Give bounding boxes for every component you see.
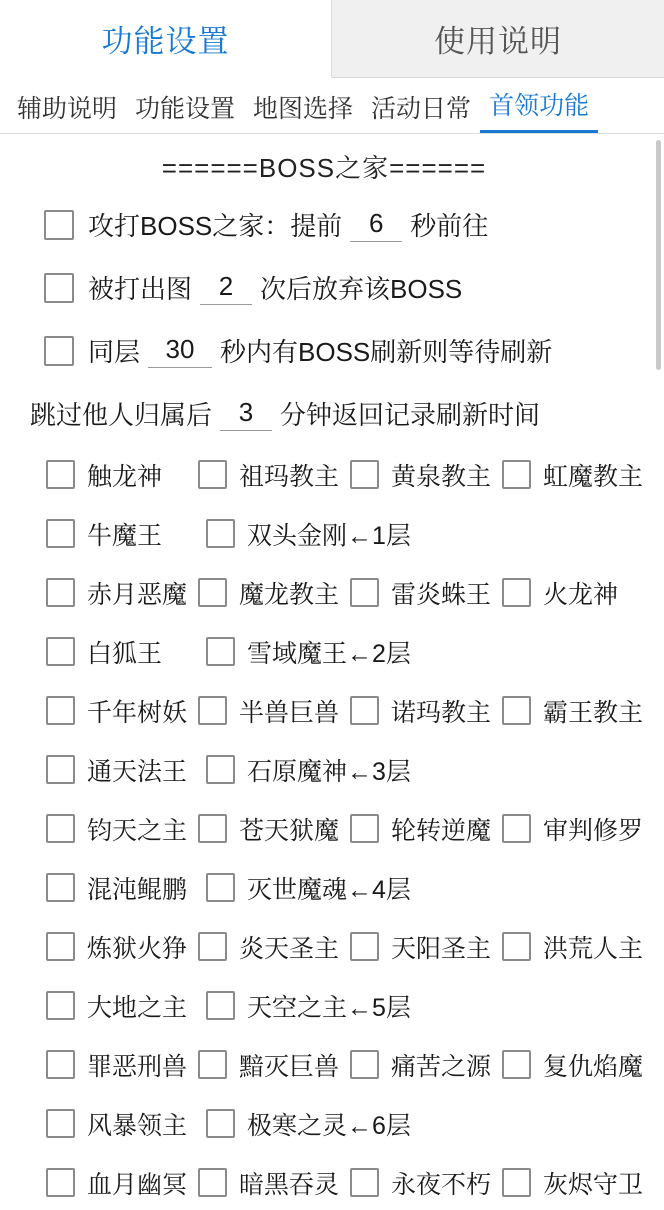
checkbox-boss[interactable]: [46, 696, 75, 725]
boss-option[interactable]: [198, 575, 350, 611]
top-tab-instructions[interactable]: [332, 0, 664, 78]
boss-label: 黯灭巨兽: [239, 1052, 340, 1081]
boss-label: 暗黑吞灵: [239, 1170, 340, 1199]
boss-label: 天阳圣主: [391, 934, 492, 963]
checkbox-attack-boss-home[interactable]: [44, 210, 74, 240]
checkbox-boss[interactable]: [350, 1050, 379, 1079]
checkbox-boss[interactable]: [198, 932, 227, 961]
boss-label: 灭世魔魂←4层: [247, 875, 411, 904]
boss-label: 灰烬守卫: [543, 1170, 644, 1199]
boss-row: [16, 504, 654, 563]
checkbox-boss[interactable]: [350, 696, 379, 725]
option-row-attack-boss-home: [16, 193, 654, 256]
top-tab-function-settings[interactable]: [0, 0, 332, 78]
checkbox-boss[interactable]: [502, 1168, 531, 1197]
boss-label: 千年树妖: [87, 698, 188, 727]
boss-label: 雪域魔王←2层: [247, 639, 411, 668]
boss-label: 赤月恶魔: [87, 580, 188, 609]
boss-label: 通天法王: [87, 757, 188, 786]
checkbox-boss[interactable]: [198, 1050, 227, 1079]
boss-option[interactable]: [206, 634, 411, 670]
checkbox-boss[interactable]: [350, 814, 379, 843]
boss-label: 祖玛教主: [239, 462, 340, 491]
sub-tab-help[interactable]: 辅助说明: [17, 95, 118, 123]
checkbox-boss[interactable]: [46, 519, 75, 548]
sub-tab-bar: [0, 78, 664, 134]
boss-label: 炼狱火狰: [87, 934, 188, 963]
checkbox-boss[interactable]: [206, 755, 235, 784]
boss-label: 轮转逆魔: [391, 816, 492, 845]
option-label-prefix: 跳过他人归属后: [30, 400, 213, 430]
input-return-minutes[interactable]: [220, 397, 272, 431]
boss-row: [16, 799, 654, 858]
boss-option[interactable]: [46, 870, 206, 906]
boss-option[interactable]: [350, 1047, 502, 1083]
boss-option[interactable]: [198, 1165, 350, 1201]
checkbox-boss[interactable]: [206, 637, 235, 666]
checkbox-boss[interactable]: [502, 1050, 531, 1079]
checkbox-boss[interactable]: [198, 460, 227, 489]
boss-row: [16, 976, 654, 1035]
option-label-suffix: 次后放弃该BOSS: [260, 274, 463, 304]
checkbox-boss[interactable]: [502, 814, 531, 843]
boss-option[interactable]: [350, 811, 502, 847]
boss-label: 炎天圣主: [239, 934, 340, 963]
boss-option[interactable]: [198, 811, 350, 847]
checkbox-boss[interactable]: [198, 578, 227, 607]
boss-label: 黄泉教主: [391, 462, 492, 491]
checkbox-boss[interactable]: [206, 991, 235, 1020]
boss-option[interactable]: [46, 752, 206, 788]
checkbox-boss[interactable]: [46, 755, 75, 784]
checkbox-boss[interactable]: [350, 578, 379, 607]
boss-label: 洪荒人主: [543, 934, 644, 963]
boss-row: [16, 917, 654, 976]
option-label-suffix: 秒前往: [410, 211, 489, 241]
boss-row: [16, 1035, 654, 1094]
boss-label: 虹魔教主: [543, 462, 644, 491]
boss-label: 双头金刚←1层: [247, 521, 411, 550]
settings-panel: [0, 134, 664, 1210]
sub-tab-map-select[interactable]: 地图选择: [253, 95, 354, 123]
boss-row: [16, 445, 654, 504]
boss-label: 审判修罗: [543, 816, 644, 845]
section-title-boss-home: ======BOSS之家======: [161, 153, 487, 183]
boss-option[interactable]: [206, 516, 411, 552]
boss-label: 雷炎蛛王: [391, 580, 492, 609]
boss-option[interactable]: [502, 693, 654, 729]
boss-option[interactable]: [502, 575, 654, 611]
boss-option[interactable]: [46, 811, 198, 847]
boss-option[interactable]: [46, 516, 206, 552]
option-label-prefix: 同层: [88, 337, 141, 367]
sub-tab-function-settings[interactable]: 功能设置: [135, 95, 236, 123]
boss-option[interactable]: [350, 693, 502, 729]
boss-option[interactable]: [502, 457, 654, 493]
boss-option[interactable]: [502, 1165, 654, 1201]
boss-option[interactable]: [502, 1047, 654, 1083]
boss-label: 永夜不朽: [391, 1170, 492, 1199]
boss-option[interactable]: [46, 988, 206, 1024]
boss-option[interactable]: [46, 1165, 198, 1201]
boss-label: 石原魔神←3层: [247, 757, 411, 786]
checkbox-boss[interactable]: [46, 873, 75, 902]
option-row-knocked-out: [16, 256, 654, 319]
checkbox-same-floor-wait[interactable]: [44, 336, 74, 366]
checkbox-boss[interactable]: [350, 1168, 379, 1197]
boss-label: 白狐王: [87, 639, 163, 668]
boss-option[interactable]: [46, 1106, 206, 1142]
boss-row: [16, 622, 654, 681]
boss-row: [16, 1094, 654, 1153]
boss-option[interactable]: [350, 457, 502, 493]
checkbox-boss[interactable]: [502, 696, 531, 725]
boss-label: 霸王教主: [543, 698, 644, 727]
boss-option[interactable]: [198, 693, 350, 729]
boss-option[interactable]: [46, 1047, 198, 1083]
checkbox-boss[interactable]: [206, 519, 235, 548]
boss-option[interactable]: [198, 457, 350, 493]
boss-label: 混沌鲲鹏: [87, 875, 188, 904]
boss-row: [16, 858, 654, 917]
sub-tab-daily-activity[interactable]: 活动日常: [371, 95, 472, 123]
option-label-suffix: 分钟返回记录刷新时间: [280, 400, 541, 430]
boss-label: 大地之主: [87, 993, 188, 1022]
checkbox-boss[interactable]: [46, 1168, 75, 1197]
boss-option[interactable]: [198, 929, 350, 965]
boss-label: 诺玛教主: [391, 698, 492, 727]
input-refresh-wait-seconds[interactable]: [148, 334, 212, 368]
option-label-suffix: 秒内有BOSS刷新则等待刷新: [220, 337, 553, 367]
checkbox-boss[interactable]: [46, 932, 75, 961]
option-row-same-floor-wait: [16, 319, 654, 382]
boss-label: 魔龙教主: [239, 580, 340, 609]
boss-row: [16, 1153, 654, 1210]
checkbox-boss[interactable]: [206, 873, 235, 902]
checkbox-boss[interactable]: [46, 460, 75, 489]
boss-option[interactable]: [350, 929, 502, 965]
sub-tab-boss-function[interactable]: 首领功能: [480, 82, 598, 133]
boss-row: [16, 681, 654, 740]
boss-option[interactable]: [206, 752, 411, 788]
checkbox-boss[interactable]: [198, 1168, 227, 1197]
input-advance-seconds[interactable]: [350, 208, 402, 242]
boss-label: 血月幽冥: [87, 1170, 188, 1199]
checkbox-boss[interactable]: [350, 460, 379, 489]
boss-option[interactable]: [206, 988, 411, 1024]
checkbox-boss[interactable]: [46, 1109, 75, 1138]
boss-label: 风暴领主: [87, 1111, 188, 1140]
top-tab-label: 功能设置: [101, 24, 230, 59]
boss-option[interactable]: [46, 575, 198, 611]
checkbox-boss[interactable]: [46, 1050, 75, 1079]
checkbox-boss[interactable]: [198, 814, 227, 843]
boss-checkbox-grid: [16, 445, 654, 1210]
boss-label: 痛苦之源: [391, 1052, 492, 1081]
checkbox-boss[interactable]: [46, 991, 75, 1020]
boss-label: 半兽巨兽: [239, 698, 340, 727]
boss-label: 罪恶刑兽: [87, 1052, 188, 1081]
boss-row: [16, 740, 654, 799]
boss-option[interactable]: [502, 929, 654, 965]
boss-label: 极寒之灵←6层: [247, 1111, 411, 1140]
top-tab-bar: [0, 0, 664, 78]
option-label-prefix: 被打出图: [88, 274, 193, 304]
boss-label: 天空之主←5层: [247, 993, 411, 1022]
boss-label: 触龙神: [87, 462, 163, 491]
boss-label: 火龙神: [543, 580, 619, 609]
checkbox-boss[interactable]: [350, 932, 379, 961]
boss-option[interactable]: [206, 1106, 411, 1142]
checkbox-boss[interactable]: [198, 696, 227, 725]
option-label-prefix: 攻打BOSS之家：提前: [88, 211, 343, 241]
boss-label: 牛魔王: [87, 521, 163, 550]
boss-option[interactable]: [350, 1165, 502, 1201]
boss-option[interactable]: [46, 457, 198, 493]
boss-option[interactable]: [502, 811, 654, 847]
option-row-skip-owned: [16, 382, 654, 445]
checkbox-boss[interactable]: [502, 932, 531, 961]
checkbox-boss[interactable]: [502, 578, 531, 607]
boss-option[interactable]: [198, 1047, 350, 1083]
top-tab-label: 使用说明: [434, 24, 562, 59]
boss-label: 钧天之主: [87, 816, 188, 845]
checkbox-boss[interactable]: [46, 637, 75, 666]
boss-row: [16, 563, 654, 622]
boss-option[interactable]: [46, 634, 206, 670]
checkbox-boss[interactable]: [206, 1109, 235, 1138]
checkbox-boss[interactable]: [46, 814, 75, 843]
checkbox-boss[interactable]: [46, 578, 75, 607]
boss-label: 复仇焰魔: [543, 1052, 644, 1081]
boss-option[interactable]: [46, 929, 198, 965]
vertical-scrollbar[interactable]: [656, 140, 661, 370]
boss-option[interactable]: [46, 693, 198, 729]
boss-label: 苍天狱魔: [239, 816, 340, 845]
checkbox-knocked-out[interactable]: [44, 273, 74, 303]
input-knockout-count[interactable]: [200, 271, 252, 305]
boss-option[interactable]: [350, 575, 502, 611]
checkbox-boss[interactable]: [502, 460, 531, 489]
boss-option[interactable]: [206, 870, 411, 906]
